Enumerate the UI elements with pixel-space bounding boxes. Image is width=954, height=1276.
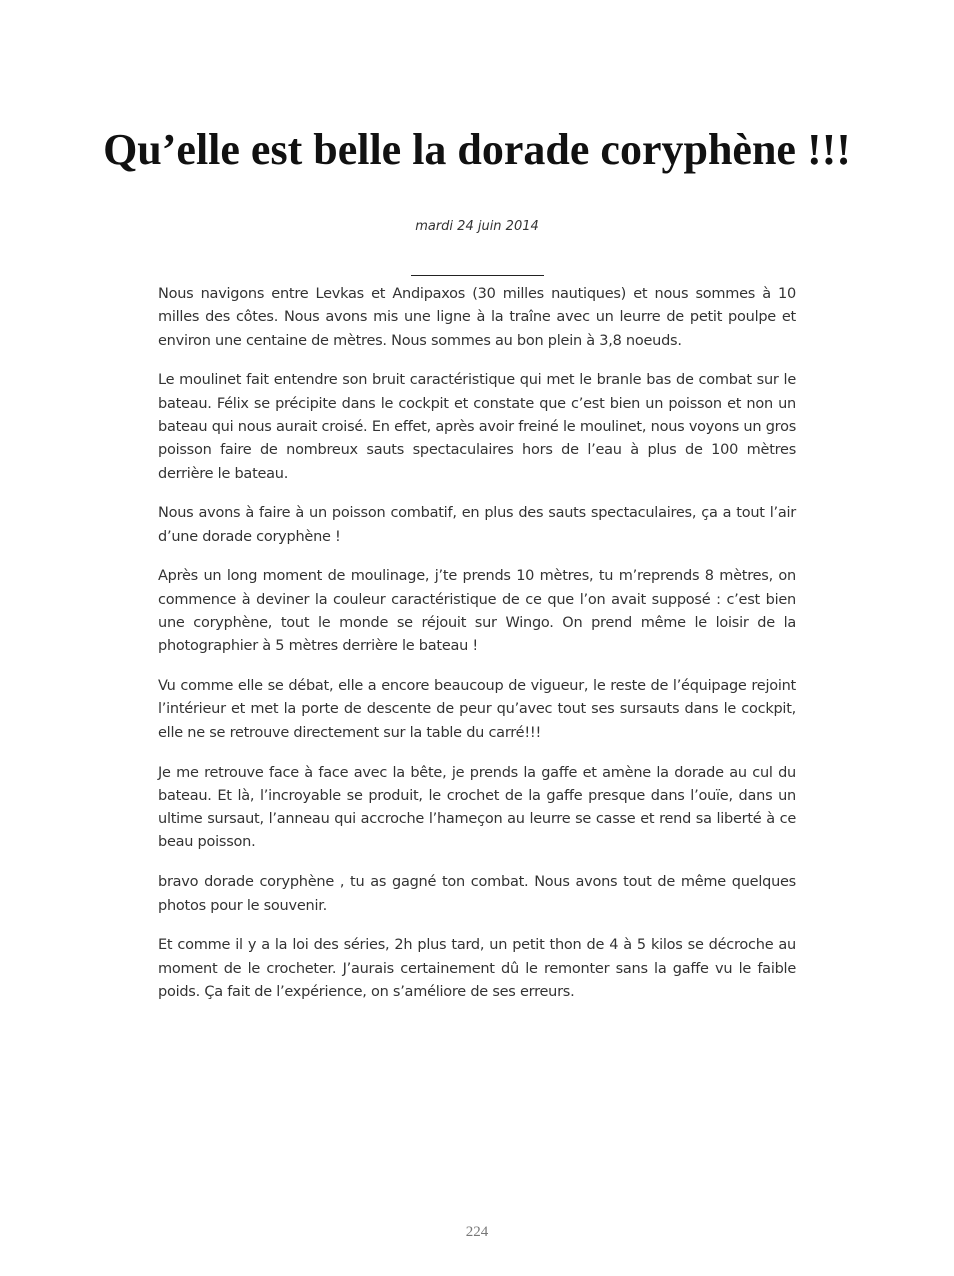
paragraph: Vu comme elle se débat, elle a encore beaucoup de vigueur, le reste de l’équipage rejoint l’intérieur et met la porte de descente de peur qu’avec tout ses sursauts dans le cockpit, elle ne se retrouve directement sur la table du carré!!! <box>158 678 796 741</box>
paragraph: Et comme il y a la loi des séries, 2h plus tard, un petit thon de 4 à 5 kilos se décroche au moment de le crocheter. J’aurais certainement dû le remonter sans la gaffe vu le faible poids. Ça fait de l’expérience, on s’améliore de ses erreurs. <box>158 937 796 1000</box>
article-date: mardi 24 juin 2014 <box>415 219 539 234</box>
paragraph: Nous avons à faire à un poisson combatif, en plus des sauts spectaculaires, ça a tout l’air d’une dorade coryphène ! <box>158 505 796 545</box>
paragraph: bravo dorade coryphène , tu as gagné ton combat. Nous avons tout de même quelques photos pour le souvenir. <box>158 874 796 914</box>
paragraph: Après un long moment de moulinage, j’te prends 10 mètres, tu m’reprends 8 mètres, on commence à deviner la couleur caractéristique de ce que l’on avait supposé : c’est bien une coryphène, tout le monde se réjouit sur Wingo. On prend même le loisir de la photographier à 5 mètres derrière le bateau ! <box>158 568 796 655</box>
page-number: 224 <box>465 1224 489 1240</box>
paragraph: Nous navigons entre Levkas et Andipaxos (30 milles nautiques) et nous sommes à 10 milles des côtes. Nous avons mis une ligne à la traîne avec un leurre de petit poulpe et environ une centaine de mètres. Nous sommes au bon plein à 3,8 noeuds. <box>158 286 796 349</box>
paragraph: Je me retrouve face à face avec la bête, je prends la gaffe et amène la dorade au cul du bateau. Et là, l’incroyable se produit, le crochet de la gaffe presque dans l’ouïe, dans un ultime sursaut, l’anneau qui accroche l’hameçon au leurre se casse et rend sa liberté à ce beau poisson. <box>158 764 796 851</box>
paragraph: Le moulinet fait entendre son bruit caractéristique qui met le branle bas de combat sur le bateau. Félix se précipite dans le cockpit et constate que c’est bien un poisson et non un bateau qui nous aurait croisé. En effet, après avoir freiné le moulinet, nous voyons un gros poisson faire de nombreux sauts spectaculaires hors de l’eau à plus de 100 mètres derrière le bateau. <box>158 372 796 482</box>
title-separator <box>411 275 544 276</box>
article-body <box>158 283 796 1021</box>
article-title: Qu’elle est belle la dorade coryphène !!! <box>103 125 851 174</box>
